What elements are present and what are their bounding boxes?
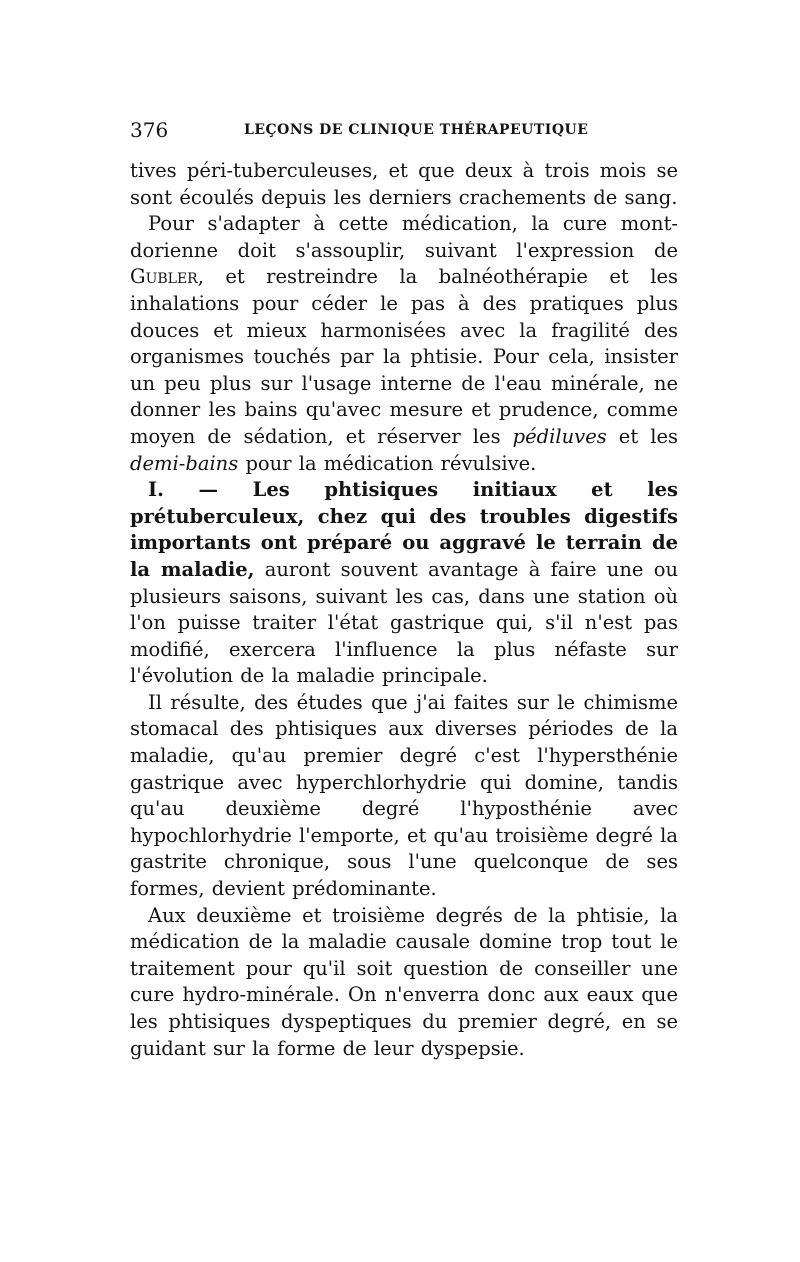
paragraph-text: auront souvent avantage à faire une ou plusieurs saisons, suivant les cas, dans une station où l'on puisse traiter l'état gastrique qui, s'il n'est pas modifié, exercera l'influence la plus néfaste sur l'évolution de la maladie principale. bbox=[130, 557, 678, 688]
paragraph-conclusion: Aux deuxième et troisième degrés de la phtisie, la médication de la maladie causale domine trop tout le traitement pour qu'il soit question de conseiller une cure hydro-minérale. On n'enverra donc aux eaux que les phtisiques dyspeptiques du premier degré, en se guidant sur la forme de leur dyspepsie. bbox=[130, 903, 678, 1060]
page-number: 376 bbox=[130, 118, 169, 142]
body-text bbox=[130, 158, 678, 1062]
italic-term-demi-bains: demi-bains bbox=[130, 451, 239, 475]
italic-term-pediluves: pédiluves bbox=[512, 424, 607, 448]
author-name-gubler: Gubler bbox=[130, 265, 198, 289]
running-head bbox=[130, 118, 678, 146]
paragraph-continuation: tives péri-tuberculeuses, et que deux à trois mois se sont écoulés depuis les derniers crachements de sang. bbox=[130, 159, 678, 209]
book-page bbox=[130, 118, 678, 1062]
paragraph-text: et les bbox=[606, 424, 678, 448]
paragraph-text: pour la médication révulsive. bbox=[238, 451, 537, 475]
paragraph-text: , et restreindre la balnéothérapie et les inhalations pour céder le pas à des pratiques plus douces et mieux harmonisées avec la fragilité des organismes touchés par la phtisie. Pour cela, insister un peu plus sur l'usage interne de l'eau minérale, ne donner les bains qu'avec mesure et prudence, comme moyen de sédation, et réserver les bbox=[130, 265, 678, 448]
section-heading-one: I. — Les phtisiques initiaux et les prétuberculeux, chez qui des troubles digestifs importants ont préparé ou aggravé le terrain de la maladie, bbox=[130, 478, 678, 581]
paragraph-gastric-chemistry: Il résulte, des études que j'ai faites sur le chimisme stomacal des phtisiques aux diverses périodes de la maladie, qu'au premier degré c'est l'hypersthénie gastrique avec hyperchlorhydrie qui domine, tandis qu'au deuxième degré l'hyposthénie avec hypochlorhydrie l'emporte, et qu'au troisième degré la gastrite chronique, sous l'une quelconque de ses formes, devient prédominante. bbox=[130, 690, 678, 901]
paragraph-text: Pour s'adapter à cette médication, la cure mont-dorienne doit s'assouplir, suivant l'expression de bbox=[130, 212, 678, 262]
paragraph-section-one bbox=[130, 477, 678, 690]
running-title: LEÇONS DE CLINIQUE THÉRAPEUTIQUE bbox=[244, 122, 589, 138]
paragraph-mont-dore-cure bbox=[130, 211, 678, 477]
